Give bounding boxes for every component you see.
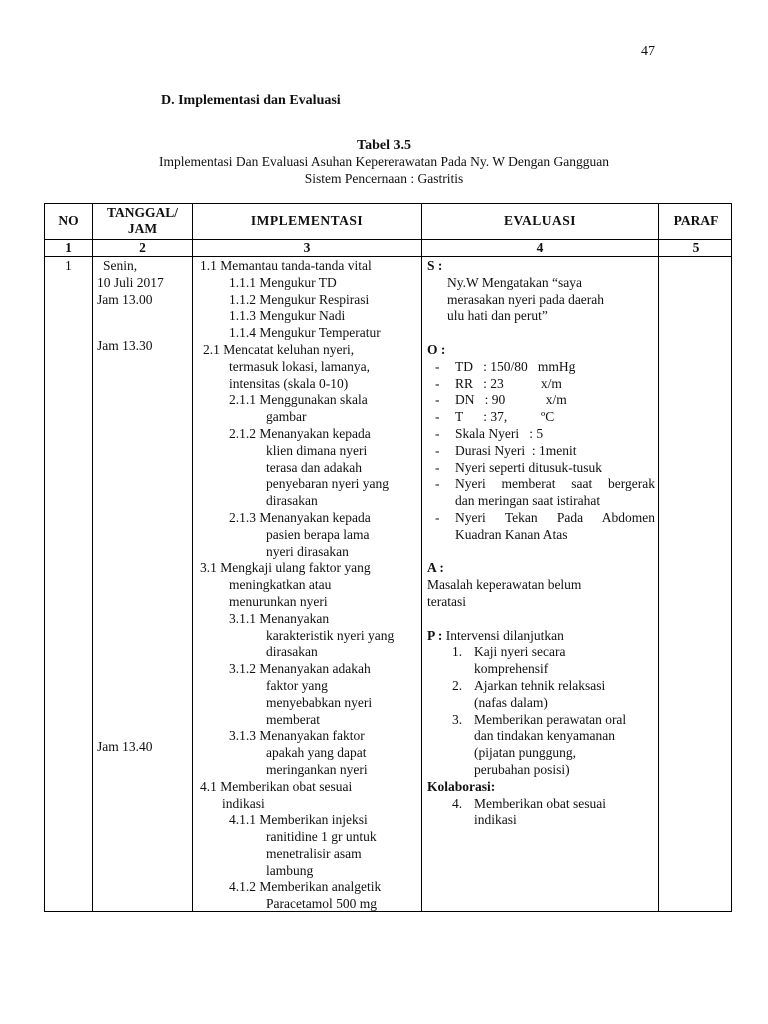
- plan-text: (pijatan punggung,: [474, 745, 576, 761]
- implementation-line: 1.1.2 Mengukur Respirasi: [229, 291, 370, 307]
- plan-text: dan tindakan kenyamanan: [474, 728, 615, 744]
- implementation-line: termasuk lokasi, lamanya,: [229, 358, 370, 374]
- implementation-line: 2.1.2 Menanyakan kepada: [229, 425, 371, 441]
- date-time-cell: [97, 258, 191, 308]
- implementation-line: menyebabkan nyeri: [266, 694, 373, 710]
- kolaborasi-text: indikasi: [474, 812, 517, 828]
- implementation-line: dirasakan: [266, 644, 318, 660]
- bullet-dash: -: [435, 375, 440, 391]
- implementation-line: menurunkan nyeri: [229, 593, 328, 609]
- implementation-line: 1.1.4 Mengukur Temperatur: [229, 325, 381, 341]
- plan-text: Intervensi dilanjutkan: [445, 627, 564, 643]
- date: 10 Juli 2017: [97, 274, 164, 290]
- implementation-line: karakteristik nyeri yang: [266, 627, 395, 643]
- implementation-line: gambar: [266, 409, 307, 425]
- column-number: 4: [536, 240, 544, 255]
- bullet-dash: -: [435, 358, 440, 374]
- implementation-line: indikasi: [222, 795, 265, 811]
- day: Senin,: [103, 258, 138, 273]
- plan-text: Memberikan perawatan oral: [474, 711, 627, 727]
- implementation-line: intensitas (skala 0-10): [229, 375, 349, 391]
- assessment-label: A :: [427, 560, 444, 576]
- page-number: 47: [641, 44, 655, 59]
- kolaborasi-text: Memberikan obat sesuai: [474, 795, 606, 811]
- implementation-line: 3.1.1 Menanyakan: [229, 610, 330, 626]
- header-evaluation: EVALUASI: [503, 213, 577, 228]
- implementation-line: 4.1.2 Memberikan analgetik: [229, 879, 382, 895]
- time: Jam 13.00: [97, 291, 153, 307]
- implementation-table: [44, 203, 732, 912]
- implementation-line: terasa dan adakah: [266, 459, 362, 475]
- objective-text: Nyeri Tekan Pada Abdomen: [455, 509, 655, 525]
- row-divider: [45, 256, 731, 257]
- plan-text: Kaji nyeri secara: [474, 644, 566, 660]
- objective-text: T : 37, ºC: [455, 409, 555, 425]
- objective-text: TD : 150/80 mmHg: [455, 358, 576, 374]
- implementation-line: pasien berapa lama: [266, 526, 370, 542]
- evaluation-cell: [427, 258, 655, 829]
- plan-number: 1.: [452, 644, 463, 660]
- objective-text: Kuadran Kanan Atas: [455, 526, 568, 542]
- implementation-line: apakah yang dapat: [266, 745, 367, 761]
- assessment-line: teratasi: [427, 593, 466, 609]
- objective-item: [427, 376, 655, 393]
- column-divider: [658, 204, 659, 911]
- implementation-line: meningkatkan atau: [229, 577, 332, 593]
- implementation-line: ranitidine 1 gr untuk: [266, 829, 377, 845]
- implementation-line: klien dimana nyeri: [266, 442, 368, 458]
- implementation-line: lambung: [266, 862, 314, 878]
- column-number: 2: [139, 240, 146, 255]
- objective-item: [427, 409, 655, 426]
- bullet-dash: -: [435, 442, 440, 458]
- objective-item: [427, 392, 655, 409]
- implementation-cell: [200, 258, 418, 913]
- implementation-line: 2.1.1 Menggunakan skala: [229, 392, 368, 408]
- column-number: 5: [692, 240, 700, 255]
- objective-text: Durasi Nyeri : 1menit: [455, 442, 577, 458]
- assessment-line: Masalah keperawatan belum: [427, 577, 582, 593]
- objective-item: [427, 443, 655, 460]
- table-caption: [0, 153, 768, 187]
- bullet-dash: -: [435, 425, 440, 441]
- column-number: 1: [65, 240, 72, 255]
- subjective-line: ulu hati dan perut”: [447, 308, 548, 324]
- plan-item: [427, 644, 655, 661]
- objective-item: [427, 460, 655, 477]
- implementation-line: nyeri dirasakan: [266, 543, 349, 559]
- implementation-line: Paracetamol 500 mg: [266, 896, 377, 912]
- implementation-line: 3.1.3 Menanyakan faktor: [229, 728, 365, 744]
- column-divider: [92, 204, 93, 911]
- plan-text: (nafas dalam): [474, 694, 548, 710]
- implementation-line: 1.1 Memantau tanda-tanda vital: [200, 258, 372, 273]
- time: Jam 13.30: [97, 338, 153, 353]
- column-number: 3: [303, 240, 311, 255]
- section-title: D. Implementasi dan Evaluasi: [161, 93, 341, 108]
- kolaborasi-label: Kolaborasi:: [427, 778, 496, 794]
- objective-text: Nyeri seperti ditusuk-tusuk: [455, 459, 602, 475]
- bullet-dash: -: [435, 476, 440, 492]
- implementation-line: 2.1 Mencatat keluhan nyeri,: [203, 341, 355, 357]
- implementation-line: 1.1.3 Mengukur Nadi: [229, 308, 346, 324]
- plan-item: [427, 712, 655, 729]
- header-paraf: PARAF: [673, 213, 719, 228]
- objective-item: [427, 510, 655, 527]
- objective-item: [427, 426, 655, 443]
- implementation-line: 3.1 Mengkaji ulang faktor yang: [200, 560, 371, 576]
- subjective-label: S :: [427, 258, 443, 273]
- column-divider: [421, 204, 422, 911]
- implementation-line: 4.1.1 Memberikan injeksi: [229, 812, 368, 828]
- table-label: Tabel 3.5: [357, 138, 411, 153]
- bullet-dash: -: [435, 392, 440, 408]
- implementation-line: meringankan nyeri: [266, 761, 368, 777]
- header-implementation: IMPLEMENTASI: [250, 213, 364, 228]
- bullet-dash: -: [435, 409, 440, 425]
- implementation-line: dirasakan: [266, 493, 318, 509]
- objective-item: [427, 476, 655, 493]
- row-number: 1: [65, 258, 72, 273]
- objective-text: RR : 23 x/m: [455, 375, 562, 391]
- objective-label: O :: [427, 341, 446, 357]
- implementation-line: 3.1.2 Menanyakan adakah: [229, 661, 371, 677]
- plan-text: Ajarkan tehnik relaksasi: [474, 677, 606, 693]
- implementation-line: 2.1.3 Menanyakan kepada: [229, 509, 371, 525]
- bullet-dash: -: [435, 459, 440, 475]
- kolaborasi-item: [427, 796, 655, 813]
- implementation-line: menetralisir asam: [266, 845, 362, 861]
- header-no: NO: [58, 213, 79, 228]
- subjective-line: Ny.W Mengatakan “saya: [447, 274, 582, 290]
- plan-number: 3.: [452, 711, 463, 727]
- implementation-line: 1.1.1 Mengukur TD: [229, 274, 337, 290]
- plan-label: P :: [427, 627, 443, 643]
- kolaborasi-number: 4.: [452, 795, 463, 811]
- implementation-line: 4.1 Memberikan obat sesuai: [200, 778, 353, 794]
- objective-text: DN : 90 x/m: [455, 392, 567, 408]
- implementation-line: penyebaran nyeri yang: [266, 476, 389, 492]
- time: Jam 13.40: [97, 739, 153, 754]
- plan-number: 2.: [452, 677, 463, 693]
- bullet-dash: -: [435, 509, 440, 525]
- objective-item: [427, 359, 655, 376]
- subjective-line: merasakan nyeri pada daerah: [447, 291, 605, 307]
- caption-line: Implementasi Dan Evaluasi Asuhan Kepererawatan Pada Ny. W Dengan Gangguan: [159, 154, 609, 169]
- column-divider: [192, 204, 193, 911]
- plan-item: [427, 678, 655, 695]
- implementation-line: memberat: [266, 711, 320, 727]
- objective-text: Skala Nyeri : 5: [455, 425, 544, 441]
- plan-heading: [427, 628, 655, 645]
- header-date-time: TANGGAL/ JAM: [106, 205, 178, 236]
- objective-text: Nyeri memberat saat bergerak: [455, 476, 655, 492]
- objective-text: dan meringan saat istirahat: [455, 493, 601, 509]
- caption-line: Sistem Pencernaan : Gastritis: [304, 171, 464, 186]
- plan-text: perubahan posisi): [474, 761, 570, 777]
- plan-text: komprehensif: [474, 661, 549, 677]
- implementation-line: faktor yang: [266, 677, 328, 693]
